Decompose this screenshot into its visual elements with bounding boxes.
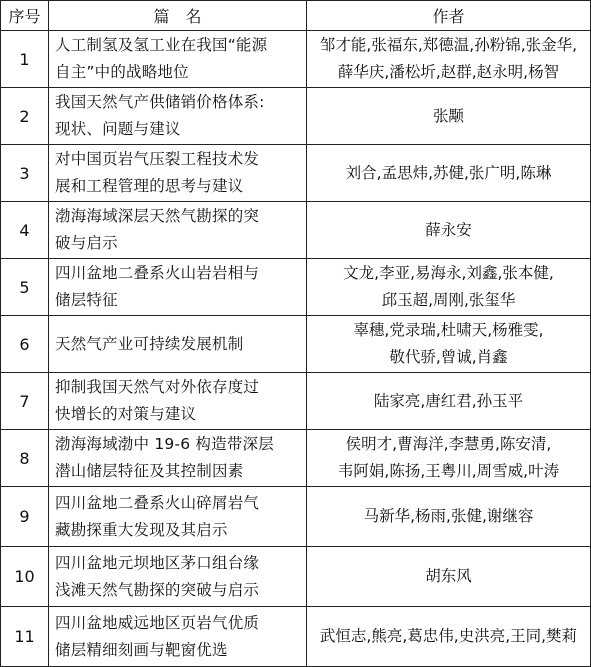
table-row bbox=[1, 202, 591, 259]
table-row bbox=[1, 316, 591, 373]
article-authors-line: 辜穗,党录瑞,杜啸天,杨雅雯, bbox=[353, 321, 544, 339]
article-title-line: 现状、问题与建议 bbox=[55, 120, 181, 138]
article-title bbox=[49, 373, 307, 430]
article-title-line: 储层精细刻画与靶窗优选 bbox=[55, 640, 228, 659]
article-authors-line: 张颙 bbox=[432, 106, 464, 125]
article-authors-line: 邱玉超,周刚,张玺华 bbox=[381, 291, 516, 309]
header-number: 序号 bbox=[1, 1, 49, 31]
article-authors bbox=[307, 316, 591, 373]
table-row bbox=[1, 430, 591, 487]
table-row bbox=[1, 547, 591, 607]
article-authors-line: 陆家亮,唐红君,孙玉平 bbox=[373, 391, 524, 410]
article-authors bbox=[307, 547, 591, 607]
article-title-line: 我国天然气产供储销价格体系: bbox=[55, 93, 265, 111]
article-authors bbox=[307, 259, 591, 316]
article-title-line: 人工制氢及氢工业在我国“能源 bbox=[55, 36, 268, 54]
article-title bbox=[49, 145, 307, 202]
row-number: 5 bbox=[1, 259, 49, 316]
article-authors-line: 刘合,孟思炜,苏健,张广明,陈琳 bbox=[345, 163, 552, 182]
article-title-line: 四川盆地二叠系火山碎屑岩气 bbox=[55, 493, 260, 512]
article-title bbox=[49, 430, 307, 487]
article-authors-line: 薛永安 bbox=[425, 220, 472, 239]
article-authors bbox=[307, 88, 591, 145]
article-title-line: 四川盆地威远地区页岩气优质 bbox=[55, 613, 260, 632]
article-authors-line: 薛华庆,潘松圻,赵群,赵永明,杨智 bbox=[337, 63, 560, 81]
table-row bbox=[1, 31, 591, 88]
article-title-line: 破与启示 bbox=[55, 234, 118, 252]
row-number: 9 bbox=[1, 487, 49, 547]
header-authors: 作者 bbox=[307, 1, 591, 31]
article-authors bbox=[307, 31, 591, 88]
row-number: 7 bbox=[1, 373, 49, 430]
article-authors-line: 邹才能,张福东,郑德温,孙粉锦,张金华, bbox=[319, 36, 578, 54]
article-title-line: 快增长的对策与建议 bbox=[55, 405, 197, 423]
row-number: 4 bbox=[1, 202, 49, 259]
table-body bbox=[1, 31, 591, 667]
header-title: 篇 名 bbox=[49, 1, 307, 31]
article-title-line: 潜山储层特征及其控制因素 bbox=[55, 462, 244, 480]
table-row bbox=[1, 373, 591, 430]
article-authors-line: 武恒志,熊亮,葛忠伟,史洪亮,王同,樊莉 bbox=[319, 627, 578, 645]
article-title-line: 四川盆地元坝地区茅口组台缘 bbox=[55, 553, 260, 572]
article-authors-line: 马新华,杨雨,张健,谢继容 bbox=[363, 507, 534, 525]
article-title bbox=[49, 607, 307, 667]
row-number: 2 bbox=[1, 88, 49, 145]
article-title-line: 天然气产业可持续发展机制 bbox=[55, 334, 244, 353]
row-number: 10 bbox=[1, 547, 49, 607]
article-title-line: 藏勘探重大发现及其启示 bbox=[55, 520, 228, 539]
article-title-line: 储层特征 bbox=[55, 291, 118, 309]
table-row bbox=[1, 487, 591, 547]
article-authors-line: 侯明才,曹海洋,李慧勇,陈安清, bbox=[345, 435, 552, 453]
row-number: 8 bbox=[1, 430, 49, 487]
article-title-line: 抑制我国天然气对外依存度过 bbox=[55, 378, 260, 396]
table-header-row bbox=[1, 1, 591, 31]
article-authors bbox=[307, 487, 591, 547]
article-title bbox=[49, 547, 307, 607]
table-row bbox=[1, 88, 591, 145]
row-number: 1 bbox=[1, 31, 49, 88]
article-authors bbox=[307, 145, 591, 202]
row-number: 3 bbox=[1, 145, 49, 202]
article-title bbox=[49, 487, 307, 547]
article-authors bbox=[307, 430, 591, 487]
article-title-line: 四川盆地二叠系火山岩岩相与 bbox=[55, 264, 260, 282]
article-title bbox=[49, 88, 307, 145]
article-title bbox=[49, 31, 307, 88]
article-authors-line: 韦阿娟,陈扬,王粤川,周雪威,叶涛 bbox=[337, 462, 560, 480]
article-title-line: 浅滩天然气勘探的突破与启示 bbox=[55, 580, 260, 599]
article-authors bbox=[307, 373, 591, 430]
table-row bbox=[1, 607, 591, 667]
table-row bbox=[1, 145, 591, 202]
row-number: 6 bbox=[1, 316, 49, 373]
article-title bbox=[49, 259, 307, 316]
article-authors-line: 文龙,李亚,易海永,刘鑫,张本健, bbox=[343, 264, 554, 282]
article-authors bbox=[307, 607, 591, 667]
article-authors-line: 胡东风 bbox=[425, 567, 472, 585]
article-authors bbox=[307, 202, 591, 259]
article-title bbox=[49, 202, 307, 259]
row-number: 11 bbox=[1, 607, 49, 667]
article-title-line: 对中国页岩气压裂工程技术发 bbox=[55, 150, 260, 168]
article-title-line: 自主”中的战略地位 bbox=[55, 63, 189, 81]
article-authors-line: 敬代骄,曾诚,肖鑫 bbox=[389, 348, 508, 366]
table-row bbox=[1, 259, 591, 316]
article-title-line: 展和工程管理的思考与建议 bbox=[55, 177, 244, 195]
article-title-line: 渤海海域渤中 19-6 构造带深层 bbox=[55, 435, 274, 453]
article-title-line: 渤海海域深层天然气勘探的突 bbox=[55, 207, 260, 225]
article-title bbox=[49, 316, 307, 373]
